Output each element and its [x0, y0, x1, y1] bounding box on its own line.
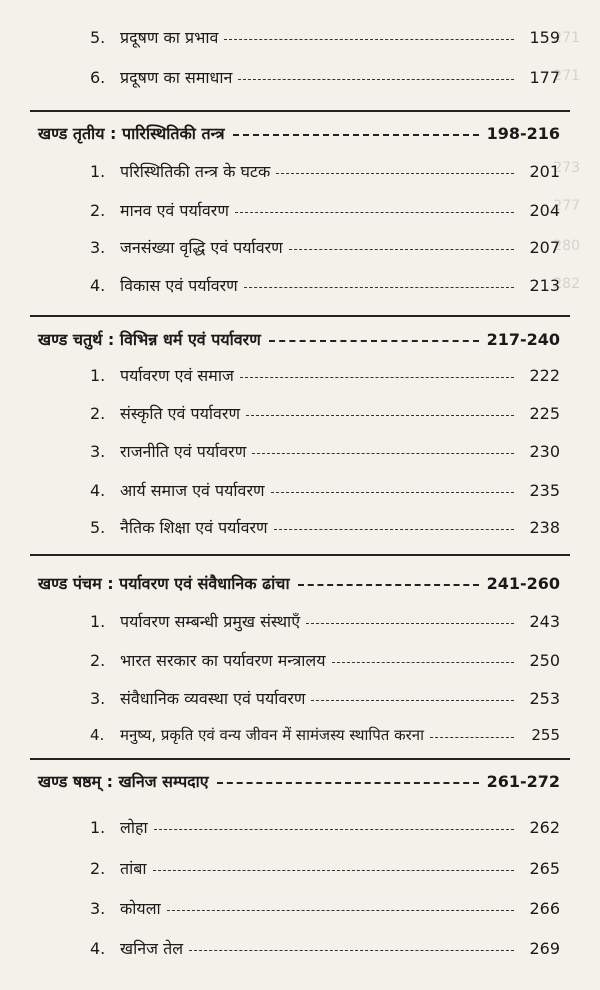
entry-number: 3.: [90, 688, 106, 708]
dot-leader: [233, 134, 479, 136]
dot-leader: [238, 79, 514, 80]
entry-number: 1.: [90, 611, 106, 631]
entry-number: 2.: [90, 200, 106, 220]
section-rule: [30, 315, 570, 317]
dot-leader: [289, 249, 514, 250]
entry-page: 159: [529, 27, 560, 47]
dot-leader: [167, 910, 514, 911]
entry-page: 213: [529, 275, 560, 295]
bleed-through: 271: [553, 30, 580, 46]
dot-leader: [430, 737, 514, 738]
section-rule: [30, 110, 570, 112]
section-range: 261-272: [486, 771, 560, 791]
entry-title: राजनीति एवं पर्यावरण: [120, 442, 247, 461]
entry-number: 4.: [90, 938, 106, 958]
toc-entry[interactable]: [0, 645, 600, 675]
entry-title: नैतिक शिक्षा एवं पर्यावरण: [120, 518, 268, 537]
entry-page: 269: [529, 938, 560, 958]
entry-page: 230: [529, 441, 560, 461]
bleed-through: 277: [553, 198, 580, 214]
dot-leader: [252, 453, 514, 454]
section-heading[interactable]: [0, 568, 600, 598]
entry-number: 2.: [90, 858, 106, 878]
dot-leader: [189, 950, 514, 951]
entry-title: मनुष्य, प्रकृति एवं वन्य जीवन में सामंजस्य स्थापित करना: [120, 726, 424, 744]
dot-leader: [153, 870, 514, 871]
entry-title: तांबा: [120, 859, 147, 878]
entry-title: पर्यावरण एवं समाज: [120, 366, 234, 385]
toc-entry[interactable]: [0, 270, 600, 300]
entry-title: कोयला: [120, 899, 161, 918]
entry-number: 4.: [90, 275, 106, 295]
section-heading[interactable]: [0, 324, 600, 354]
toc-entry[interactable]: [0, 475, 600, 505]
section-heading[interactable]: [0, 118, 600, 148]
entry-page: 255: [531, 726, 560, 744]
entry-title: खनिज तेल: [120, 939, 184, 958]
entry-page: 225: [529, 403, 560, 423]
entry-page: 201: [529, 161, 560, 181]
section-rule: [30, 758, 570, 760]
entry-page: 253: [529, 688, 560, 708]
dot-leader: [298, 584, 479, 586]
toc-entry[interactable]: [0, 156, 600, 186]
dot-leader: [224, 39, 514, 40]
entry-title: लोहा: [120, 818, 148, 837]
section-title: खण्ड षष्ठम् : खनिज सम्पदाए: [38, 772, 209, 791]
entry-number: 3.: [90, 237, 106, 257]
section-range: 217-240: [486, 329, 560, 349]
entry-page: 243: [529, 611, 560, 631]
entry-page: 177: [529, 67, 560, 87]
entry-number: 1.: [90, 161, 106, 181]
entry-title: परिस्थितिकी तन्त्र के घटक: [120, 162, 271, 181]
dot-leader: [240, 377, 514, 378]
entry-page: 207: [529, 237, 560, 257]
entry-number: 3.: [90, 898, 106, 918]
entry-title: भारत सरकार का पर्यावरण मन्त्रालय: [120, 651, 326, 670]
bleed-through: 280: [553, 238, 580, 254]
entry-page: 238: [529, 517, 560, 537]
dot-leader: [269, 340, 479, 342]
toc-entry[interactable]: [0, 683, 600, 713]
entry-number: 3.: [90, 441, 106, 461]
dot-leader: [271, 492, 514, 493]
entry-number: 5.: [90, 27, 106, 47]
dot-leader: [246, 415, 514, 416]
section-heading[interactable]: [0, 766, 600, 796]
toc-entry[interactable]: [0, 62, 600, 92]
toc-entry[interactable]: [0, 195, 600, 225]
entry-number: 1.: [90, 817, 106, 837]
dot-leader: [217, 782, 479, 784]
entry-title: विकास एवं पर्यावरण: [120, 276, 238, 295]
section-title: खण्ड तृतीय : पारिस्थितिकी तन्त्र: [38, 124, 225, 143]
dot-leader: [235, 212, 514, 213]
entry-title: प्रदूषण का समाधान: [120, 68, 233, 87]
toc-entry[interactable]: [0, 853, 600, 883]
toc-entry[interactable]: [0, 232, 600, 262]
entry-page: 222: [529, 365, 560, 385]
section-range: 198-216: [486, 123, 560, 143]
entry-page: 250: [529, 650, 560, 670]
dot-leader: [244, 287, 514, 288]
entry-page: 266: [529, 898, 560, 918]
entry-number: 2.: [90, 403, 106, 423]
entry-title: संवैधानिक व्यवस्था एवं पर्यावरण: [120, 689, 306, 708]
toc-entry[interactable]: [0, 893, 600, 923]
toc-entry[interactable]: [0, 812, 600, 842]
entry-page: 262: [529, 817, 560, 837]
dot-leader: [276, 173, 514, 174]
dot-leader: [332, 662, 514, 663]
section-range: 241-260: [486, 573, 560, 593]
entry-number: 4.: [90, 480, 106, 500]
entry-number: 1.: [90, 365, 106, 385]
entry-page: 265: [529, 858, 560, 878]
entry-title: जनसंख्या वृद्धि एवं पर्यावरण: [120, 238, 283, 257]
section-rule: [30, 554, 570, 556]
dot-leader: [274, 529, 514, 530]
entry-title: संस्कृति एवं पर्यावरण: [120, 404, 241, 423]
toc-entry[interactable]: [0, 933, 600, 963]
entry-title: पर्यावरण सम्बन्धी प्रमुख संस्थाएँ: [120, 612, 301, 631]
dot-leader: [154, 829, 514, 830]
bleed-through: 282: [553, 276, 580, 292]
toc-entry[interactable]: [0, 436, 600, 466]
toc-entry[interactable]: [0, 360, 600, 390]
entry-page: 204: [529, 200, 560, 220]
entry-number: 4.: [90, 726, 105, 744]
entry-number: 5.: [90, 517, 106, 537]
entry-number: 2.: [90, 650, 106, 670]
entry-title: आर्य समाज एवं पर्यावरण: [120, 481, 265, 500]
toc-entry[interactable]: [0, 606, 600, 636]
dot-leader: [306, 623, 514, 624]
section-title: खण्ड चतुर्थ : विभिन्न धर्म एवं पर्यावरण: [38, 330, 261, 349]
dot-leader: [311, 700, 514, 701]
toc-entry[interactable]: [0, 22, 600, 52]
entry-number: 6.: [90, 67, 106, 87]
bleed-through: 273: [553, 160, 580, 176]
entry-page: 235: [529, 480, 560, 500]
entry-title: प्रदूषण का प्रभाव: [120, 28, 219, 47]
bleed-through: 271: [553, 68, 580, 84]
toc-entry[interactable]: [0, 720, 600, 750]
entry-title: मानव एवं पर्यावरण: [120, 201, 229, 220]
toc-entry[interactable]: [0, 398, 600, 428]
toc-entry[interactable]: [0, 512, 600, 542]
section-title: खण्ड पंचम : पर्यावरण एवं संवैधानिक ढांचा: [38, 574, 290, 593]
